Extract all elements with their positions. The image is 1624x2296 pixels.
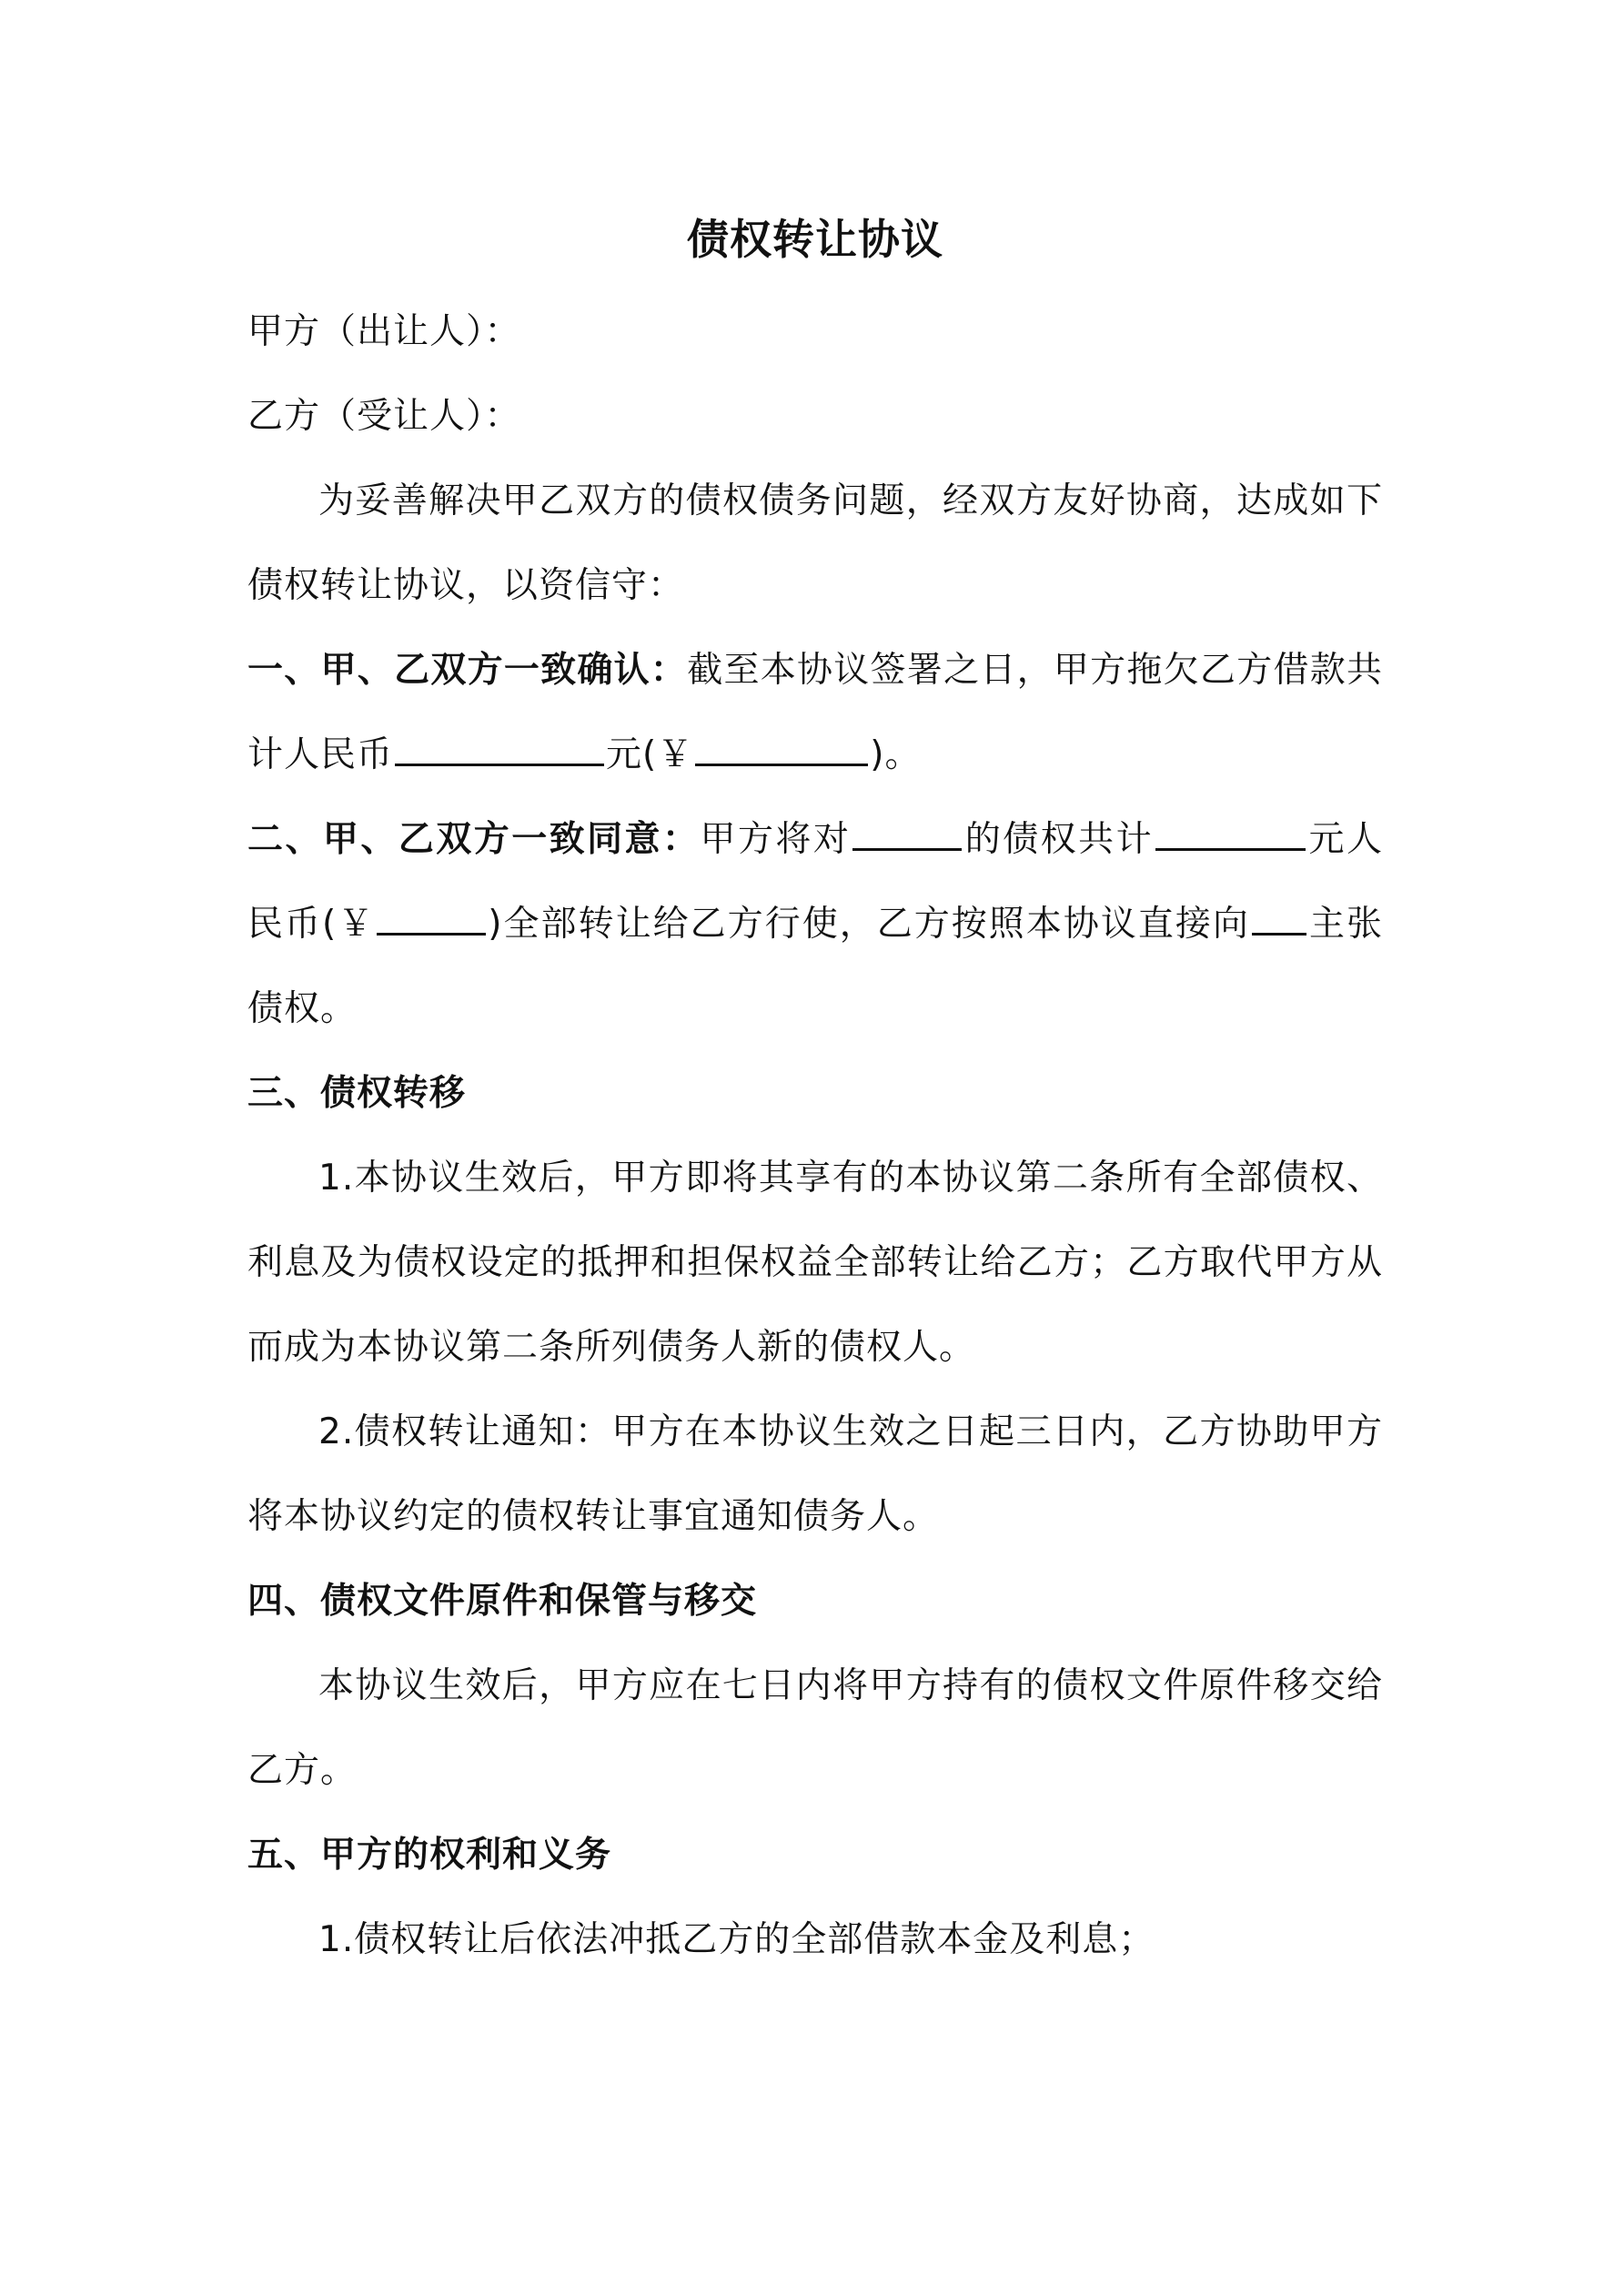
- section-3-item-1: 1.本协议生效后，甲方即将其享有的本协议第二条所有全部债权、利息及为债权设定的抵押和担保权益全部转让给乙方；乙方取代甲方从而成为本协议第二条所列债务人新的债权人。: [247, 1158, 1383, 1368]
- section-4-text: 本协议生效后，甲方应在七日内将甲方持有的债权文件原件移交给乙方。: [247, 1665, 1383, 1791]
- section-5-heading: 五、甲方的权利和义务: [247, 1835, 612, 1876]
- claim-amount-blank[interactable]: [1155, 817, 1306, 851]
- section-4-heading: 四、债权文件原件和保管与移交: [247, 1581, 758, 1622]
- clause-2-text-a: 甲方将对: [700, 819, 852, 860]
- section-3-heading: 三、债权转移: [247, 1073, 467, 1114]
- clause-1-text-b: 元(￥: [606, 734, 694, 775]
- amount-words-blank[interactable]: [395, 733, 604, 766]
- clause-1-text-c: )。: [870, 734, 922, 775]
- party-b-line: 乙方（受让人）：: [247, 396, 521, 437]
- clause-2-text-e: 主张债权。: [247, 904, 1383, 1029]
- clause-2-text-c: 元人民币(￥: [247, 819, 1383, 945]
- clause-2-text-d: )全部转让给乙方行使，乙方按照本协议直接向: [488, 904, 1250, 945]
- party-a-line: 甲方（出让人）：: [247, 311, 521, 352]
- clause-2-text-b: 的债权共计: [963, 819, 1155, 860]
- clause-1: [247, 628, 1383, 797]
- clause-1-heading: 一、甲、乙双方一致确认：: [247, 650, 688, 691]
- section-5-item-1: 1.债权转让后依法冲抵乙方的全部借款本金及利息；: [318, 1919, 1155, 1960]
- intro-paragraph: 为妥善解决甲乙双方的债权债务问题，经双方友好协商，达成如下债权转让协议，以资信守：: [247, 480, 1383, 606]
- clause-1-text-a: 截至本协议签署之日，甲方拖欠乙方借款共计人民币: [247, 650, 1383, 775]
- claim-number-blank[interactable]: [377, 902, 486, 936]
- document-title: 债权转让协议: [687, 215, 943, 264]
- clause-2: [247, 797, 1383, 1051]
- amount-number-blank[interactable]: [695, 733, 868, 766]
- section-3-item-2: 2.债权转让通知：甲方在本协议生效之日起三日内，乙方协助甲方将本协议约定的债权转让事宜通知债务人。: [247, 1411, 1383, 1537]
- debtor-blank[interactable]: [852, 817, 962, 851]
- document-page: [247, 207, 1383, 1982]
- claim-target-blank[interactable]: [1252, 902, 1306, 936]
- clause-2-heading: 二、甲、乙双方一致同意：: [247, 819, 701, 860]
